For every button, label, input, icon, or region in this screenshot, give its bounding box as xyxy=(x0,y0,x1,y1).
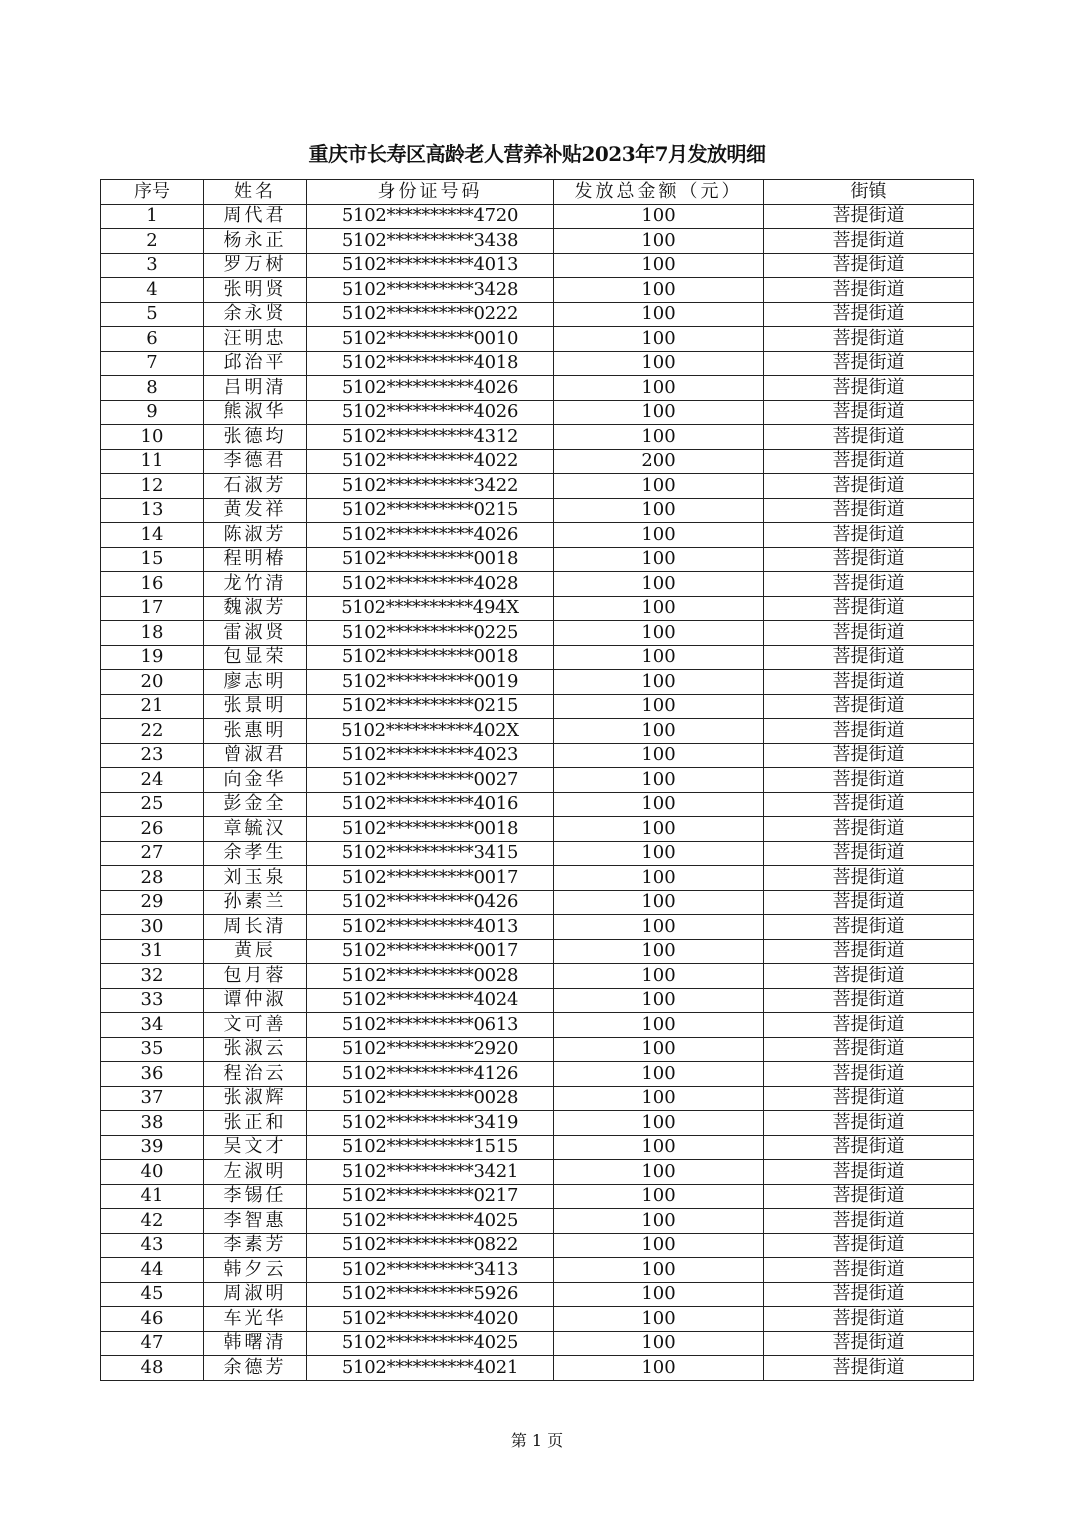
street-cell: 菩提街道 xyxy=(764,1307,974,1332)
street-cell: 菩提街道 xyxy=(764,547,974,572)
name-cell: 李德君 xyxy=(204,449,307,474)
index-cell: 12 xyxy=(101,474,204,499)
amount-cell: 100 xyxy=(554,988,764,1013)
id-number-cell: 5102**********0028 xyxy=(307,964,554,989)
id-number-cell: 5102**********3413 xyxy=(307,1258,554,1283)
amount-cell: 100 xyxy=(554,1135,764,1160)
name-cell: 程治云 xyxy=(204,1062,307,1087)
index-cell: 13 xyxy=(101,498,204,523)
index-cell: 16 xyxy=(101,572,204,597)
street-cell: 菩提街道 xyxy=(764,278,974,303)
amount-cell: 100 xyxy=(554,817,764,842)
street-cell: 菩提街道 xyxy=(764,1135,974,1160)
street-cell: 菩提街道 xyxy=(764,719,974,744)
amount-cell: 100 xyxy=(554,547,764,572)
table-row xyxy=(101,1331,974,1356)
amount-cell: 100 xyxy=(554,376,764,401)
amount-cell: 100 xyxy=(554,964,764,989)
index-cell: 10 xyxy=(101,425,204,450)
id-number-cell: 5102**********0222 xyxy=(307,302,554,327)
id-number-cell: 5102**********0217 xyxy=(307,1184,554,1209)
street-cell: 菩提街道 xyxy=(764,498,974,523)
name-cell: 包月蓉 xyxy=(204,964,307,989)
table-row xyxy=(101,449,974,474)
name-cell: 张德均 xyxy=(204,425,307,450)
amount-cell: 100 xyxy=(554,621,764,646)
index-cell: 3 xyxy=(101,253,204,278)
amount-cell: 100 xyxy=(554,1086,764,1111)
name-cell: 张淑辉 xyxy=(204,1086,307,1111)
street-cell: 菩提街道 xyxy=(764,915,974,940)
name-cell: 周长清 xyxy=(204,915,307,940)
index-cell: 34 xyxy=(101,1013,204,1038)
street-cell: 菩提街道 xyxy=(764,229,974,254)
id-number-cell: 5102**********4026 xyxy=(307,400,554,425)
index-cell: 8 xyxy=(101,376,204,401)
table-row xyxy=(101,964,974,989)
index-cell: 17 xyxy=(101,596,204,621)
name-cell: 张景明 xyxy=(204,694,307,719)
index-cell: 9 xyxy=(101,400,204,425)
street-cell: 菩提街道 xyxy=(764,621,974,646)
street-cell: 菩提街道 xyxy=(764,768,974,793)
id-number-cell: 5102**********0017 xyxy=(307,866,554,891)
id-number-cell: 5102**********0018 xyxy=(307,547,554,572)
amount-cell: 100 xyxy=(554,1307,764,1332)
name-cell: 李素芳 xyxy=(204,1233,307,1258)
header-street: 街镇 xyxy=(764,180,974,205)
street-cell: 菩提街道 xyxy=(764,645,974,670)
id-number-cell: 5102**********4013 xyxy=(307,253,554,278)
index-cell: 47 xyxy=(101,1331,204,1356)
id-number-cell: 5102**********0028 xyxy=(307,1086,554,1111)
index-cell: 23 xyxy=(101,743,204,768)
table-row xyxy=(101,1013,974,1038)
amount-cell: 100 xyxy=(554,253,764,278)
index-cell: 22 xyxy=(101,719,204,744)
header-index: 序号 xyxy=(101,180,204,205)
name-cell: 熊淑华 xyxy=(204,400,307,425)
amount-cell: 100 xyxy=(554,670,764,695)
id-number-cell: 5102**********3421 xyxy=(307,1160,554,1185)
id-number-cell: 5102**********0019 xyxy=(307,670,554,695)
street-cell: 菩提街道 xyxy=(764,1356,974,1381)
header-id-number: 身份证号码 xyxy=(307,180,554,205)
amount-cell: 100 xyxy=(554,229,764,254)
name-cell: 张正和 xyxy=(204,1111,307,1136)
id-number-cell: 5102**********0215 xyxy=(307,694,554,719)
amount-cell: 100 xyxy=(554,1356,764,1381)
table-row xyxy=(101,547,974,572)
name-cell: 张惠明 xyxy=(204,719,307,744)
name-cell: 张明贤 xyxy=(204,278,307,303)
id-number-cell: 5102**********0010 xyxy=(307,327,554,352)
name-cell: 张淑云 xyxy=(204,1037,307,1062)
index-cell: 48 xyxy=(101,1356,204,1381)
table-row xyxy=(101,915,974,940)
table-row xyxy=(101,1307,974,1332)
amount-cell: 100 xyxy=(554,204,764,229)
table-row xyxy=(101,302,974,327)
street-cell: 菩提街道 xyxy=(764,743,974,768)
name-cell: 余德芳 xyxy=(204,1356,307,1381)
id-number-cell: 5102**********4020 xyxy=(307,1307,554,1332)
name-cell: 谭仲淑 xyxy=(204,988,307,1013)
amount-cell: 100 xyxy=(554,327,764,352)
table-row xyxy=(101,572,974,597)
table-row xyxy=(101,1233,974,1258)
index-cell: 29 xyxy=(101,890,204,915)
name-cell: 包显荣 xyxy=(204,645,307,670)
street-cell: 菩提街道 xyxy=(764,449,974,474)
amount-cell: 100 xyxy=(554,792,764,817)
table-row xyxy=(101,939,974,964)
street-cell: 菩提街道 xyxy=(764,964,974,989)
name-cell: 龙竹清 xyxy=(204,572,307,597)
index-cell: 33 xyxy=(101,988,204,1013)
table-row xyxy=(101,400,974,425)
amount-cell: 100 xyxy=(554,939,764,964)
amount-cell: 100 xyxy=(554,645,764,670)
street-cell: 菩提街道 xyxy=(764,327,974,352)
amount-cell: 100 xyxy=(554,1233,764,1258)
table-row xyxy=(101,1160,974,1185)
index-cell: 19 xyxy=(101,645,204,670)
table-row xyxy=(101,253,974,278)
id-number-cell: 5102**********4013 xyxy=(307,915,554,940)
table-row xyxy=(101,376,974,401)
page-title: 重庆市长寿区高龄老人营养补贴2023年7月发放明细 xyxy=(308,142,766,166)
street-cell: 菩提街道 xyxy=(764,1233,974,1258)
street-cell: 菩提街道 xyxy=(764,1111,974,1136)
index-cell: 36 xyxy=(101,1062,204,1087)
street-cell: 菩提街道 xyxy=(764,1062,974,1087)
id-number-cell: 5102**********0215 xyxy=(307,498,554,523)
index-cell: 45 xyxy=(101,1282,204,1307)
amount-cell: 200 xyxy=(554,449,764,474)
table-row xyxy=(101,204,974,229)
street-cell: 菩提街道 xyxy=(764,400,974,425)
amount-cell: 100 xyxy=(554,1160,764,1185)
table-row xyxy=(101,621,974,646)
index-cell: 46 xyxy=(101,1307,204,1332)
street-cell: 菩提街道 xyxy=(764,425,974,450)
name-cell: 汪明忠 xyxy=(204,327,307,352)
name-cell: 石淑芳 xyxy=(204,474,307,499)
amount-cell: 100 xyxy=(554,768,764,793)
table-row xyxy=(101,719,974,744)
index-cell: 11 xyxy=(101,449,204,474)
index-cell: 35 xyxy=(101,1037,204,1062)
table-row xyxy=(101,694,974,719)
index-cell: 43 xyxy=(101,1233,204,1258)
id-number-cell: 5102**********4028 xyxy=(307,572,554,597)
amount-cell: 100 xyxy=(554,841,764,866)
amount-cell: 100 xyxy=(554,1037,764,1062)
street-cell: 菩提街道 xyxy=(764,1331,974,1356)
table-row xyxy=(101,1356,974,1381)
name-cell: 杨永正 xyxy=(204,229,307,254)
index-cell: 28 xyxy=(101,866,204,891)
subsidy-table xyxy=(100,179,974,1381)
table-row xyxy=(101,890,974,915)
table-row xyxy=(101,670,974,695)
id-number-cell: 5102**********0018 xyxy=(307,817,554,842)
name-cell: 程明椿 xyxy=(204,547,307,572)
table-row xyxy=(101,1111,974,1136)
name-cell: 黄辰 xyxy=(204,939,307,964)
id-number-cell: 5102**********402X xyxy=(307,719,554,744)
amount-cell: 100 xyxy=(554,596,764,621)
name-cell: 吴文才 xyxy=(204,1135,307,1160)
index-cell: 6 xyxy=(101,327,204,352)
street-cell: 菩提街道 xyxy=(764,204,974,229)
id-number-cell: 5102**********0822 xyxy=(307,1233,554,1258)
id-number-cell: 5102**********4022 xyxy=(307,449,554,474)
table-row xyxy=(101,1282,974,1307)
table-row xyxy=(101,792,974,817)
amount-cell: 100 xyxy=(554,694,764,719)
id-number-cell: 5102**********4312 xyxy=(307,425,554,450)
id-number-cell: 5102**********3428 xyxy=(307,278,554,303)
street-cell: 菩提街道 xyxy=(764,1086,974,1111)
name-cell: 左淑明 xyxy=(204,1160,307,1185)
amount-cell: 100 xyxy=(554,1111,764,1136)
index-cell: 42 xyxy=(101,1209,204,1234)
name-cell: 魏淑芳 xyxy=(204,596,307,621)
id-number-cell: 5102**********4023 xyxy=(307,743,554,768)
id-number-cell: 5102**********3419 xyxy=(307,1111,554,1136)
index-cell: 27 xyxy=(101,841,204,866)
street-cell: 菩提街道 xyxy=(764,866,974,891)
street-cell: 菩提街道 xyxy=(764,1160,974,1185)
amount-cell: 100 xyxy=(554,1013,764,1038)
amount-cell: 100 xyxy=(554,915,764,940)
index-cell: 38 xyxy=(101,1111,204,1136)
index-cell: 24 xyxy=(101,768,204,793)
table-row xyxy=(101,866,974,891)
name-cell: 车光华 xyxy=(204,1307,307,1332)
id-number-cell: 5102**********0017 xyxy=(307,939,554,964)
id-number-cell: 5102**********4025 xyxy=(307,1331,554,1356)
name-cell: 文可善 xyxy=(204,1013,307,1038)
id-number-cell: 5102**********2920 xyxy=(307,1037,554,1062)
street-cell: 菩提街道 xyxy=(764,596,974,621)
name-cell: 韩曙清 xyxy=(204,1331,307,1356)
id-number-cell: 5102**********4024 xyxy=(307,988,554,1013)
street-cell: 菩提街道 xyxy=(764,841,974,866)
street-cell: 菩提街道 xyxy=(764,988,974,1013)
street-cell: 菩提街道 xyxy=(764,351,974,376)
name-cell: 韩夕云 xyxy=(204,1258,307,1283)
table-row xyxy=(101,523,974,548)
id-number-cell: 5102**********5926 xyxy=(307,1282,554,1307)
index-cell: 31 xyxy=(101,939,204,964)
table-row xyxy=(101,1086,974,1111)
header-row xyxy=(101,180,974,205)
name-cell: 向金华 xyxy=(204,768,307,793)
table-row xyxy=(101,278,974,303)
id-number-cell: 5102**********4720 xyxy=(307,204,554,229)
name-cell: 周淑明 xyxy=(204,1282,307,1307)
amount-cell: 100 xyxy=(554,351,764,376)
index-cell: 5 xyxy=(101,302,204,327)
index-cell: 2 xyxy=(101,229,204,254)
name-cell: 孙素兰 xyxy=(204,890,307,915)
table-row xyxy=(101,645,974,670)
street-cell: 菩提街道 xyxy=(764,939,974,964)
name-cell: 罗万树 xyxy=(204,253,307,278)
index-cell: 40 xyxy=(101,1160,204,1185)
name-cell: 余永贤 xyxy=(204,302,307,327)
name-cell: 吕明清 xyxy=(204,376,307,401)
street-cell: 菩提街道 xyxy=(764,694,974,719)
index-cell: 1 xyxy=(101,204,204,229)
table-row xyxy=(101,1184,974,1209)
street-cell: 菩提街道 xyxy=(764,523,974,548)
street-cell: 菩提街道 xyxy=(764,1282,974,1307)
index-cell: 30 xyxy=(101,915,204,940)
table-row xyxy=(101,425,974,450)
id-number-cell: 5102**********4018 xyxy=(307,351,554,376)
amount-cell: 100 xyxy=(554,890,764,915)
amount-cell: 100 xyxy=(554,400,764,425)
street-cell: 菩提街道 xyxy=(764,302,974,327)
amount-cell: 100 xyxy=(554,1331,764,1356)
table-row xyxy=(101,1135,974,1160)
amount-cell: 100 xyxy=(554,474,764,499)
id-number-cell: 5102**********3438 xyxy=(307,229,554,254)
amount-cell: 100 xyxy=(554,1258,764,1283)
header-amount: 发放总金额（元） xyxy=(554,180,764,205)
index-cell: 18 xyxy=(101,621,204,646)
street-cell: 菩提街道 xyxy=(764,474,974,499)
page-number: 第 1 页 xyxy=(510,1431,564,1450)
table-row xyxy=(101,1037,974,1062)
name-cell: 余孝生 xyxy=(204,841,307,866)
name-cell: 黄发祥 xyxy=(204,498,307,523)
index-cell: 14 xyxy=(101,523,204,548)
table-row xyxy=(101,988,974,1013)
index-cell: 25 xyxy=(101,792,204,817)
name-cell: 曾淑君 xyxy=(204,743,307,768)
amount-cell: 100 xyxy=(554,278,764,303)
name-cell: 刘玉泉 xyxy=(204,866,307,891)
amount-cell: 100 xyxy=(554,498,764,523)
id-number-cell: 5102**********1515 xyxy=(307,1135,554,1160)
index-cell: 15 xyxy=(101,547,204,572)
table-row xyxy=(101,596,974,621)
street-cell: 菩提街道 xyxy=(764,572,974,597)
id-number-cell: 5102**********3415 xyxy=(307,841,554,866)
id-number-cell: 5102**********3422 xyxy=(307,474,554,499)
id-number-cell: 5102**********0613 xyxy=(307,1013,554,1038)
index-cell: 32 xyxy=(101,964,204,989)
name-cell: 李智惠 xyxy=(204,1209,307,1234)
table-row xyxy=(101,817,974,842)
table-row xyxy=(101,743,974,768)
amount-cell: 100 xyxy=(554,1062,764,1087)
table-row xyxy=(101,1209,974,1234)
index-cell: 39 xyxy=(101,1135,204,1160)
street-cell: 菩提街道 xyxy=(764,1184,974,1209)
street-cell: 菩提街道 xyxy=(764,1037,974,1062)
amount-cell: 100 xyxy=(554,1282,764,1307)
amount-cell: 100 xyxy=(554,1184,764,1209)
table-row xyxy=(101,768,974,793)
id-number-cell: 5102**********0225 xyxy=(307,621,554,646)
index-cell: 20 xyxy=(101,670,204,695)
id-number-cell: 5102**********4026 xyxy=(307,376,554,401)
id-number-cell: 5102**********4016 xyxy=(307,792,554,817)
id-number-cell: 5102**********0426 xyxy=(307,890,554,915)
name-cell: 雷淑贤 xyxy=(204,621,307,646)
amount-cell: 100 xyxy=(554,743,764,768)
amount-cell: 100 xyxy=(554,572,764,597)
index-cell: 37 xyxy=(101,1086,204,1111)
street-cell: 菩提街道 xyxy=(764,1013,974,1038)
id-number-cell: 5102**********4126 xyxy=(307,1062,554,1087)
index-cell: 44 xyxy=(101,1258,204,1283)
table-row xyxy=(101,1062,974,1087)
table-row xyxy=(101,327,974,352)
index-cell: 4 xyxy=(101,278,204,303)
amount-cell: 100 xyxy=(554,1209,764,1234)
street-cell: 菩提街道 xyxy=(764,817,974,842)
id-number-cell: 5102**********4025 xyxy=(307,1209,554,1234)
id-number-cell: 5102**********4021 xyxy=(307,1356,554,1381)
name-cell: 廖志明 xyxy=(204,670,307,695)
amount-cell: 100 xyxy=(554,866,764,891)
amount-cell: 100 xyxy=(554,302,764,327)
table-row xyxy=(101,229,974,254)
index-cell: 41 xyxy=(101,1184,204,1209)
table-row xyxy=(101,1258,974,1283)
index-cell: 21 xyxy=(101,694,204,719)
name-cell: 李锡任 xyxy=(204,1184,307,1209)
id-number-cell: 5102**********0027 xyxy=(307,768,554,793)
table-row xyxy=(101,841,974,866)
street-cell: 菩提街道 xyxy=(764,376,974,401)
table-body xyxy=(101,204,974,1380)
name-cell: 章毓汉 xyxy=(204,817,307,842)
id-number-cell: 5102**********494X xyxy=(307,596,554,621)
name-cell: 邱治平 xyxy=(204,351,307,376)
id-number-cell: 5102**********0018 xyxy=(307,645,554,670)
index-cell: 7 xyxy=(101,351,204,376)
street-cell: 菩提街道 xyxy=(764,890,974,915)
table-row xyxy=(101,498,974,523)
street-cell: 菩提街道 xyxy=(764,1209,974,1234)
street-cell: 菩提街道 xyxy=(764,670,974,695)
street-cell: 菩提街道 xyxy=(764,253,974,278)
street-cell: 菩提街道 xyxy=(764,792,974,817)
amount-cell: 100 xyxy=(554,425,764,450)
name-cell: 彭金全 xyxy=(204,792,307,817)
name-cell: 周代君 xyxy=(204,204,307,229)
header-name: 姓名 xyxy=(204,180,307,205)
name-cell: 陈淑芳 xyxy=(204,523,307,548)
table-header xyxy=(101,180,974,205)
table-row xyxy=(101,474,974,499)
amount-cell: 100 xyxy=(554,719,764,744)
amount-cell: 100 xyxy=(554,523,764,548)
index-cell: 26 xyxy=(101,817,204,842)
id-number-cell: 5102**********4026 xyxy=(307,523,554,548)
table-row xyxy=(101,351,974,376)
street-cell: 菩提街道 xyxy=(764,1258,974,1283)
